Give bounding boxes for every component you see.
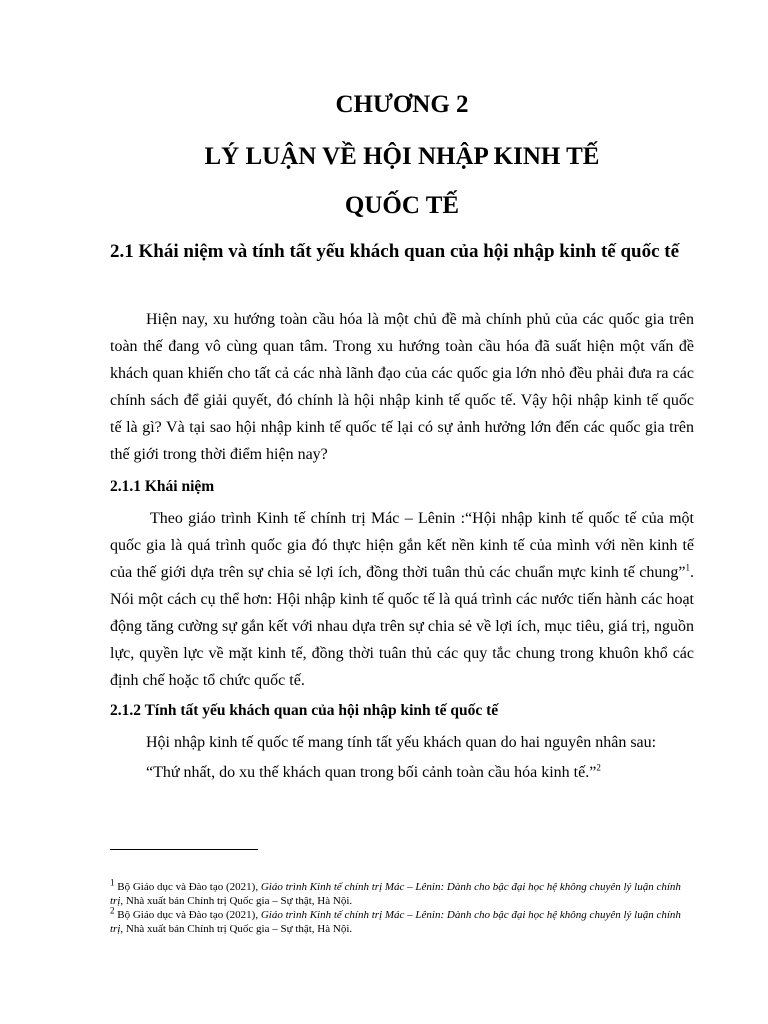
footnote-2-title: Giáo trình Kinh tế chính trị Mác – Lênin: Dành cho bậc đại học hệ không chuyên lý luận chính trị [110, 909, 681, 935]
footnote-1-lead: Bộ Giáo dục và Đào tạo (2021), [114, 881, 261, 893]
section-heading-2-1-1: 2.1.1 Khái niệm [110, 478, 215, 495]
section-heading-2-1: 2.1 Khái niệm và tính tất yếu khách quan của hội nhập kinh tế quốc tế [110, 241, 680, 262]
footnote-2-tail: , Nhà xuất bản Chính trị Quốc gia – Sự thật, Hà Nội. [120, 922, 353, 935]
footnote-2 [110, 905, 694, 936]
chapter-number: CHƯƠNG 2 [335, 91, 469, 118]
footnote-1 [110, 877, 694, 908]
footnote-ref-1[interactable]: 1 [685, 562, 690, 573]
chapter-title-line-2: QUỐC TẾ [344, 192, 460, 219]
footnote-1-number: 1 [110, 877, 115, 888]
footnote-ref-2[interactable]: 2 [596, 762, 601, 773]
footnote-1-title: Giáo trình Kinh tế chính trị Mác – Lênin: Dành cho bậc đại học hệ không chuyên lý luận chính trị [110, 881, 681, 907]
section-2-1-1-paragraph [110, 505, 694, 694]
document-page [110, 0, 694, 1024]
footnote-separator [110, 849, 258, 850]
section-2-1-paragraph: Hiện nay, xu hướng toàn cầu hóa là một chủ đề mà chính phủ của các quốc gia trên toàn thế đang vô cùng quan tâm. Trong xu hướng toàn cầu hóa đã suất hiện một vấn đề khách quan khiến cho tất cả các nhà lãnh đạo của các quốc gia lớn nhỏ đều phải đưa ra các chính sách để giải quyết, đó chính là hội nhập kinh tế quốc tế. Vậy hội nhập kinh tế quốc tế là gì? Và tại sao hội nhập kinh tế quốc tế lại có sự ảnh hưởng lớn đến các quốc gia trên thế giới trong thời điểm hiện nay? [110, 311, 694, 463]
section-heading-2-1-2: 2.1.2 Tính tất yếu khách quan của hội nhập kinh tế quốc tế [110, 702, 499, 719]
section-2-1-2-quote [110, 759, 694, 786]
footnote-2-lead: Bộ Giáo dục và Đào tạo (2021), [114, 909, 261, 921]
footnote-2-number: 2 [110, 905, 115, 916]
footnote-1-tail: , Nhà xuất bản Chính trị Quốc gia – Sự thật, Hà Nội. [120, 894, 353, 907]
quote-text: “Thứ nhất, do xu thế khách quan trong bối cảnh toàn cầu hóa kinh tế.” [146, 764, 597, 781]
chapter-title-line-1: LÝ LUẬN VỀ HỘI NHẬP KINH TẾ [204, 143, 600, 170]
definition-continuation: . Nói một cách cụ thể hơn: Hội nhập kinh tế quốc tế là quá trình các nước tiến hành các hoạt động tăng cường sự gắn kết với nhau dựa trên sự chia sẻ về lợi ích, mục tiêu, giá trị, nguồn lực, quyền lực về mặt kinh tế, đồng thời tuân thủ các quy tắc chung trong khuôn khổ các định chế hoặc tổ chức quốc tế. [110, 564, 694, 689]
definition-text: Theo giáo trình Kinh tế chính trị Mác – Lênin :“Hội nhập kinh tế quốc tế của một quốc gia là quá trình quốc gia đó thực hiện gắn kết nền kinh tế của mình với nền kinh tế của thế giới dựa trên sự chia sẻ lợi ích, đồng thời tuân thủ các chuẩn mực kinh tế chung” [110, 510, 694, 581]
section-2-1-2-paragraph: Hội nhập kinh tế quốc tế mang tính tất yếu khách quan do hai nguyên nhân sau: [146, 734, 657, 751]
